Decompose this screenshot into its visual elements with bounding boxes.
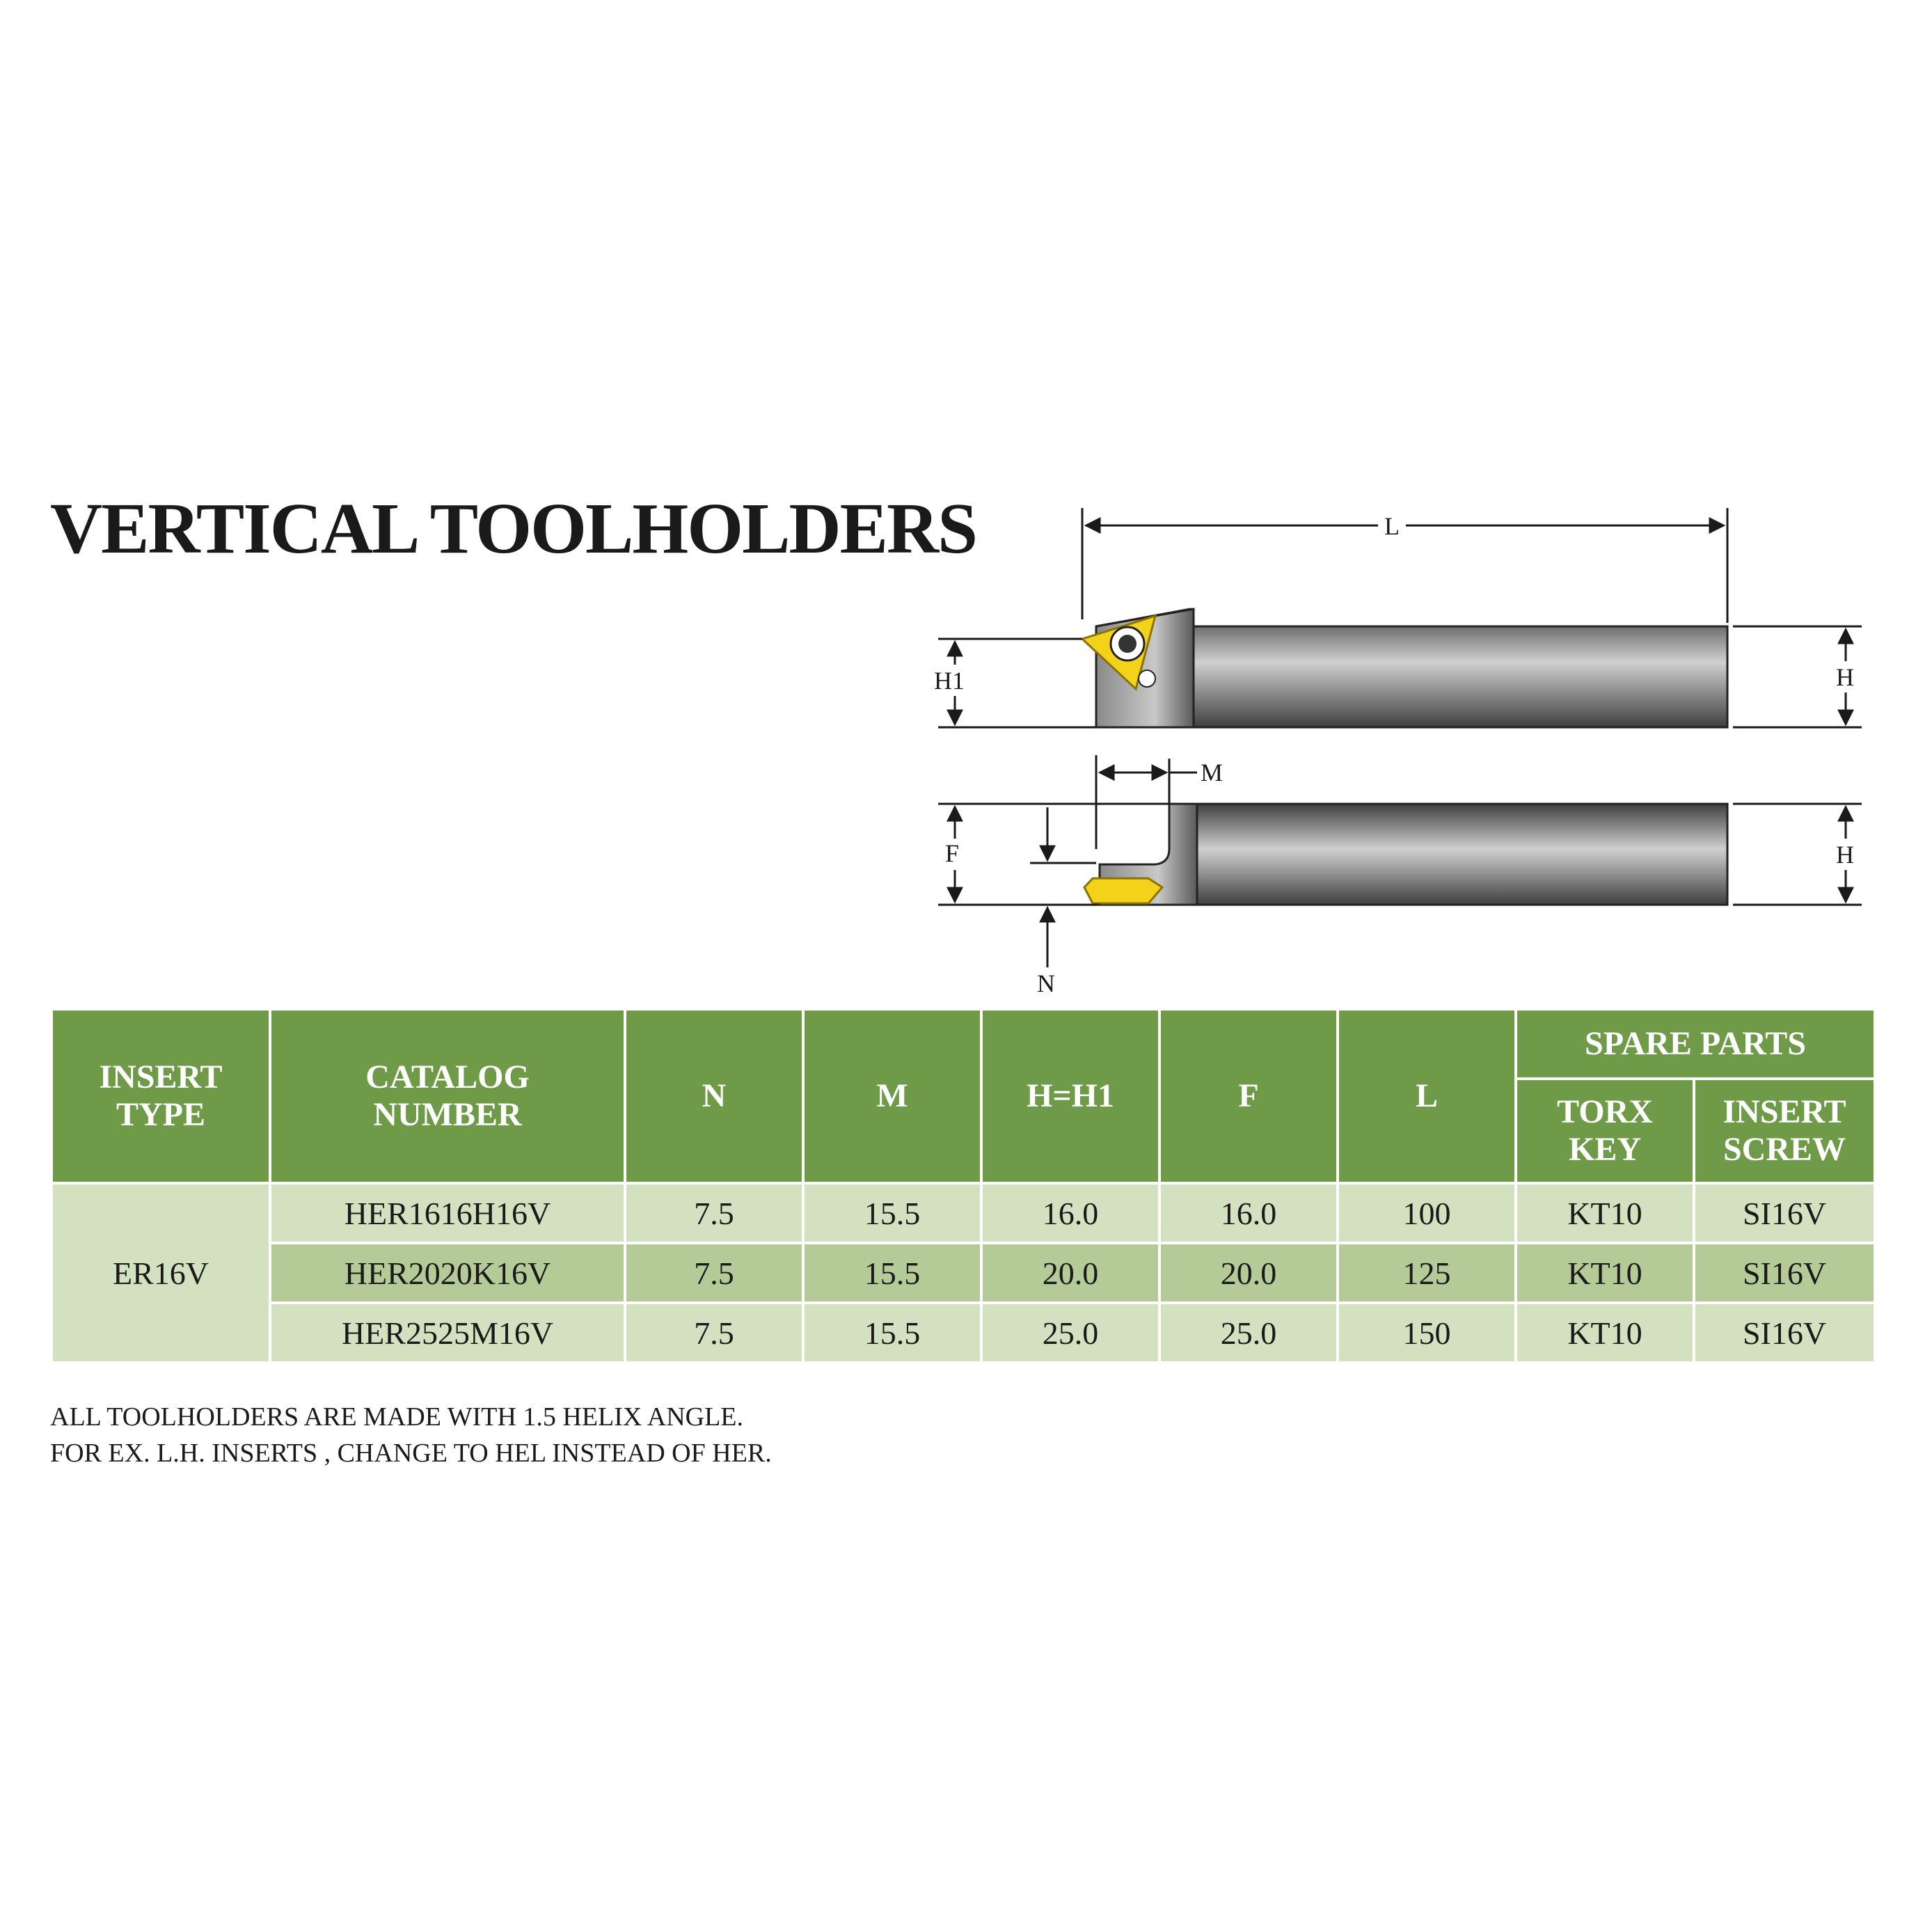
- header-torx-key: TORX KEY: [1516, 1079, 1694, 1183]
- f-cell: 25.0: [1159, 1303, 1338, 1363]
- table-row: [52, 1243, 1875, 1303]
- header-h-h1: H=H1: [981, 1009, 1159, 1183]
- label-F: F: [945, 839, 960, 867]
- m-cell: 15.5: [803, 1303, 981, 1363]
- header-catalog-number: CATALOG NUMBER: [270, 1009, 625, 1183]
- n-cell: 7.5: [625, 1303, 803, 1363]
- m-cell: 15.5: [803, 1243, 981, 1303]
- table-row: [52, 1303, 1875, 1363]
- torx-cell: KT10: [1516, 1303, 1694, 1363]
- n-cell: 7.5: [625, 1243, 803, 1303]
- f-cell: 20.0: [1159, 1243, 1338, 1303]
- header-insert-screw: INSERT SCREW: [1694, 1079, 1875, 1183]
- screw-cell: SI16V: [1694, 1243, 1875, 1303]
- header-insert-type: INSERT TYPE: [52, 1009, 270, 1183]
- torx-cell: KT10: [1516, 1243, 1694, 1303]
- torx-cell: KT10: [1516, 1183, 1694, 1243]
- insert-side-icon: [1084, 878, 1162, 903]
- catalog-cell: HER1616H16V: [270, 1183, 625, 1243]
- header-spare-parts: SPARE PARTS: [1516, 1009, 1875, 1079]
- toolholder-drawing: [926, 487, 1886, 1016]
- h-cell: 25.0: [981, 1303, 1159, 1363]
- screw-cell: SI16V: [1694, 1303, 1875, 1363]
- label-N: N: [1037, 969, 1055, 997]
- l-cell: 125: [1338, 1243, 1516, 1303]
- dimension-L: [1082, 508, 1727, 623]
- m-cell: 15.5: [803, 1183, 981, 1243]
- l-cell: 150: [1338, 1303, 1516, 1363]
- page-title: VERTICAL TOOLHOLDERS: [50, 489, 976, 569]
- screw-cell: SI16V: [1694, 1183, 1875, 1243]
- label-M: M: [1201, 759, 1224, 786]
- h-cell: 16.0: [981, 1183, 1159, 1243]
- f-cell: 16.0: [1159, 1183, 1338, 1243]
- label-H-bottom: H: [1836, 841, 1854, 869]
- label-H1: H1: [934, 667, 965, 695]
- insert-type-cell: ER16V: [52, 1183, 270, 1363]
- catalog-cell: HER2020K16V: [270, 1243, 625, 1303]
- label-H-top: H: [1836, 663, 1854, 691]
- n-cell: 7.5: [625, 1183, 803, 1243]
- table-row: [52, 1183, 1875, 1243]
- footnotes: [50, 1399, 772, 1471]
- l-cell: 100: [1338, 1183, 1516, 1243]
- top-view: [934, 609, 1862, 727]
- spec-table: [50, 1008, 1876, 1364]
- footnote: ALL TOOLHOLDERS ARE MADE WITH 1.5 HELIX ANGLE.: [50, 1402, 744, 1432]
- header-l: L: [1338, 1009, 1516, 1183]
- h-cell: 20.0: [981, 1243, 1159, 1303]
- header-m: M: [803, 1009, 981, 1183]
- footnote: FOR EX. L.H. INSERTS , CHANGE TO HEL INSTEAD OF HER.: [50, 1439, 772, 1468]
- label-L: L: [1384, 512, 1400, 540]
- side-view: [938, 755, 1862, 997]
- header-f: F: [1159, 1009, 1338, 1183]
- catalog-cell: HER2525M16V: [270, 1303, 625, 1363]
- header-n: N: [625, 1009, 803, 1183]
